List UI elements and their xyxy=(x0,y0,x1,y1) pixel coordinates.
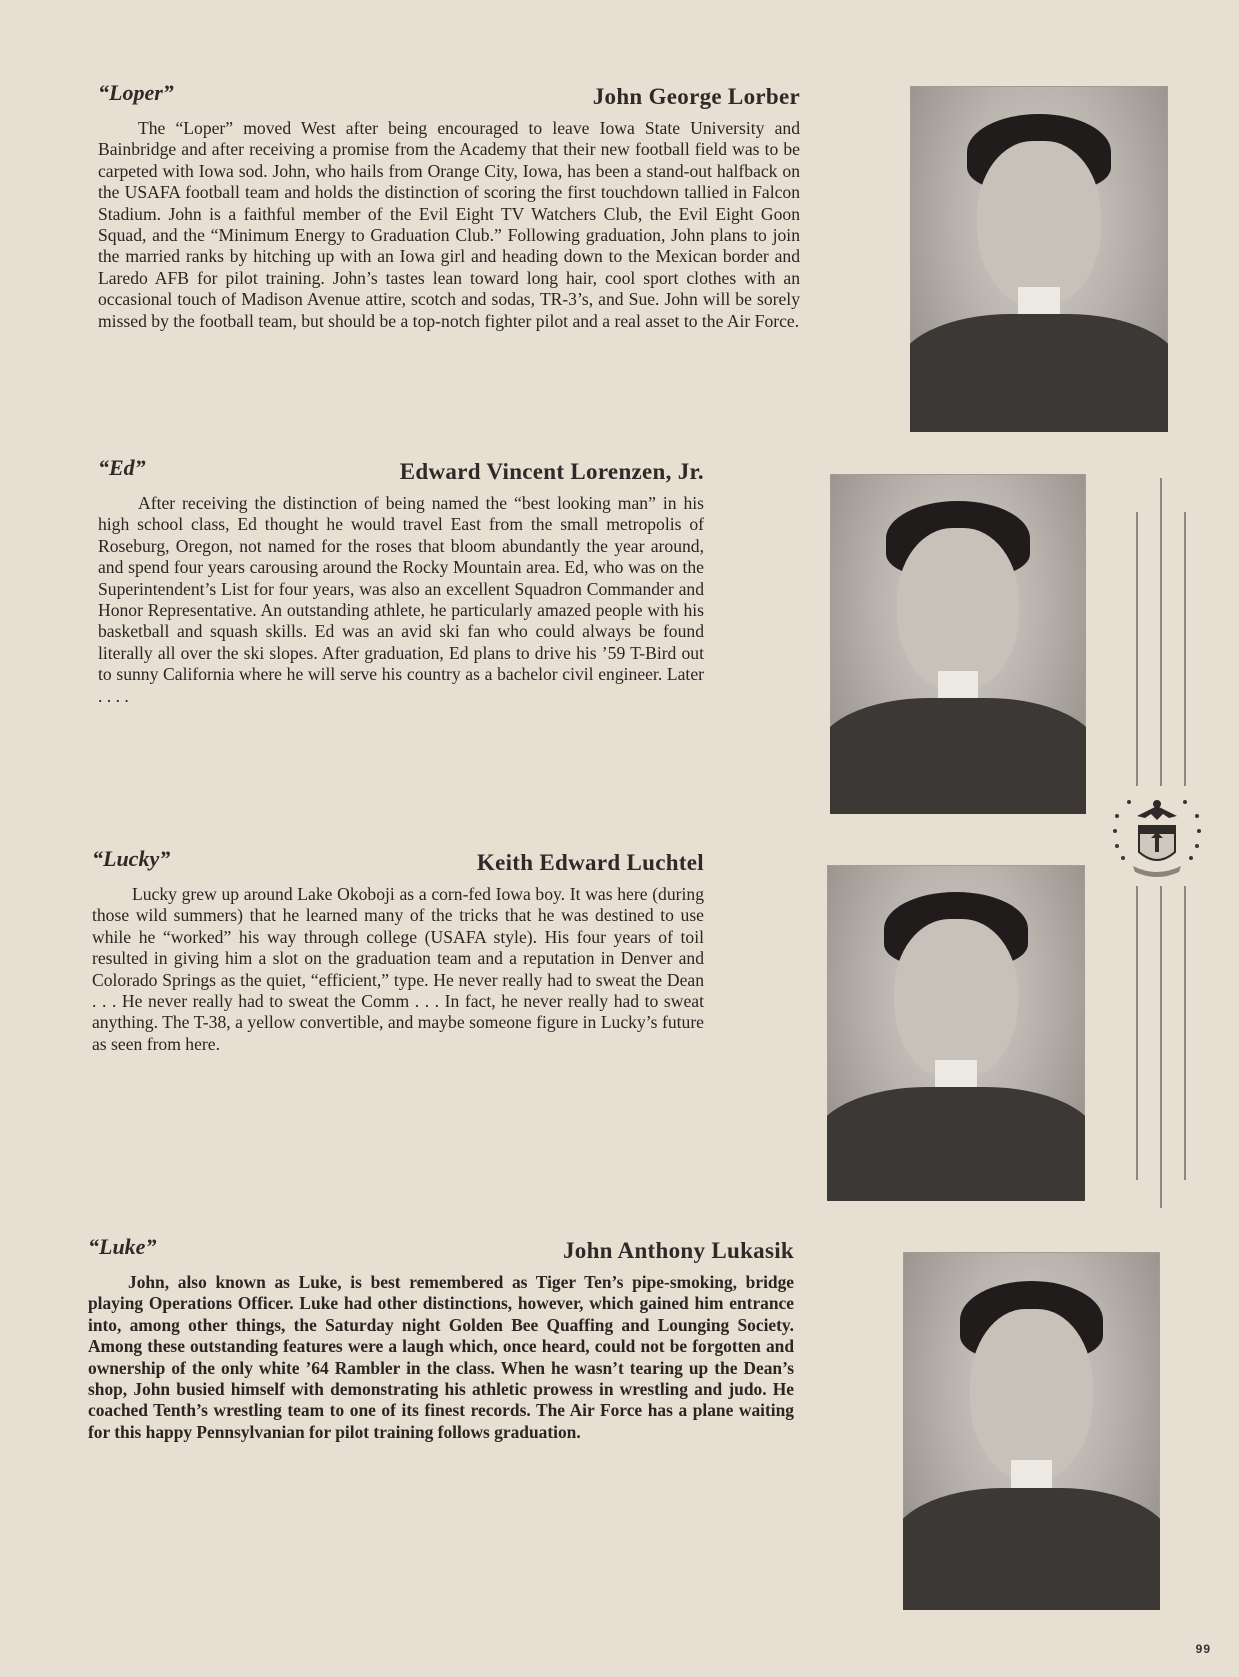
biography: John, also known as Luke, is best remembered as Tiger Ten’s pipe-smoking, bridge playing Operations Officer. Luke had other distinctions, however, which gained him entrance into, among other things, the Saturday night Golden Bee Quaffing and Lounging Society. Among these outstanding features were a laugh which, once heard, could not be forgotten and ownership of the only white ’64 Rambler in the class. When he wasn’t tearing up the Dean’s shop, John busied himself with demonstrating his athletic prowess in wrestling and judo. He coached Tenth’s wrestling team to one of its finest records. The Air Force has a plane waiting for this happy Pennsylvanian for pilot training follows graduation. xyxy=(88,1272,794,1442)
portrait-photo xyxy=(830,474,1086,814)
nickname: “Luke” xyxy=(88,1234,157,1259)
cadet-name: Keith Edward Luchtel xyxy=(476,850,704,875)
cadet-name: Edward Vincent Lorenzen, Jr. xyxy=(399,459,704,484)
nickname: “Loper” xyxy=(98,80,174,105)
cadet-name: John Anthony Lukasik xyxy=(562,1238,794,1263)
nickname: “Ed” xyxy=(98,455,146,480)
entry-lukasik xyxy=(88,1234,794,1514)
biography: After receiving the distinction of being named the “best looking man” in his high school class, Ed thought he would travel East from the small metropolis of Roseburg, Oregon, not named for the roses that bloom abundantly the year around, and spend four years carousing around the Rocky Mountain area. Ed, who was on the Superintendent’s List for four years, was also an excellent Squadron Commander and Honor Representative. An outstanding athlete, he particularly amazed people with his basketball and squash skills. Ed was an avid ski fan who could always be found literally all over the ski slopes. After graduation, Ed plans to drive his ’59 T-Bird out to sunny California where he will serve his country as a bachelor civil engineer. Later . . . . xyxy=(98,493,704,706)
nickname: “Lucky” xyxy=(92,846,171,871)
entry-lorber xyxy=(98,80,800,410)
portrait-photo xyxy=(903,1252,1160,1610)
page-number: 99 xyxy=(1195,1642,1211,1656)
portrait-photo xyxy=(910,86,1168,432)
entry-luchtel xyxy=(92,846,704,1116)
biography: Lucky grew up around Lake Okoboji as a corn-fed Iowa boy. It was here (during those wild summers) that he learned many of the tricks that he was destined to use while he “worked” his way through college (USAFA style). His four years of toil resulted in giving him a slot on the graduation team and a reputation in Denver and Colorado Springs as the quiet, “efficient,” type. He never really had to sweat the Dean . . . He never really had to sweat the Comm . . . In fact, he never really had to sweat anything. The T-38, a yellow convertible, and maybe someone figure in Lucky’s future as seen from here. xyxy=(92,884,704,1054)
academy-crest-icon xyxy=(1107,786,1207,886)
portrait-photo xyxy=(827,865,1085,1201)
biography: The “Loper” moved West after being encouraged to leave Iowa State University and Bainbridge and after receiving a promise from the Academy that their new football field was to be carpeted with Iowa sod. John, who hails from Orange City, Iowa, has been a stand-out halfback on the USAFA football team and holds the distinction of scoring the first touchdown tallied in Falcon Stadium. John is a faithful member of the Evil Eight TV Watchers Club, the Evil Eight Goon Squad, and the “Minimum Energy to Graduation Club.” Following graduation, John plans to join the married ranks by hitching up with an Iowa girl and heading down to the Mexican border and Laredo AFB for pilot training. John’s tastes lean toward long hair, cool sport clothes with an occasional touch of Madison Avenue attire, scotch and sodas, TR-3’s, and Sue. John will be sorely missed by the football team, but should be a top-notch fighter pilot and a real asset to the Air Force. xyxy=(98,118,800,331)
entry-lorenzen xyxy=(98,455,704,755)
cadet-name: John George Lorber xyxy=(592,84,800,109)
